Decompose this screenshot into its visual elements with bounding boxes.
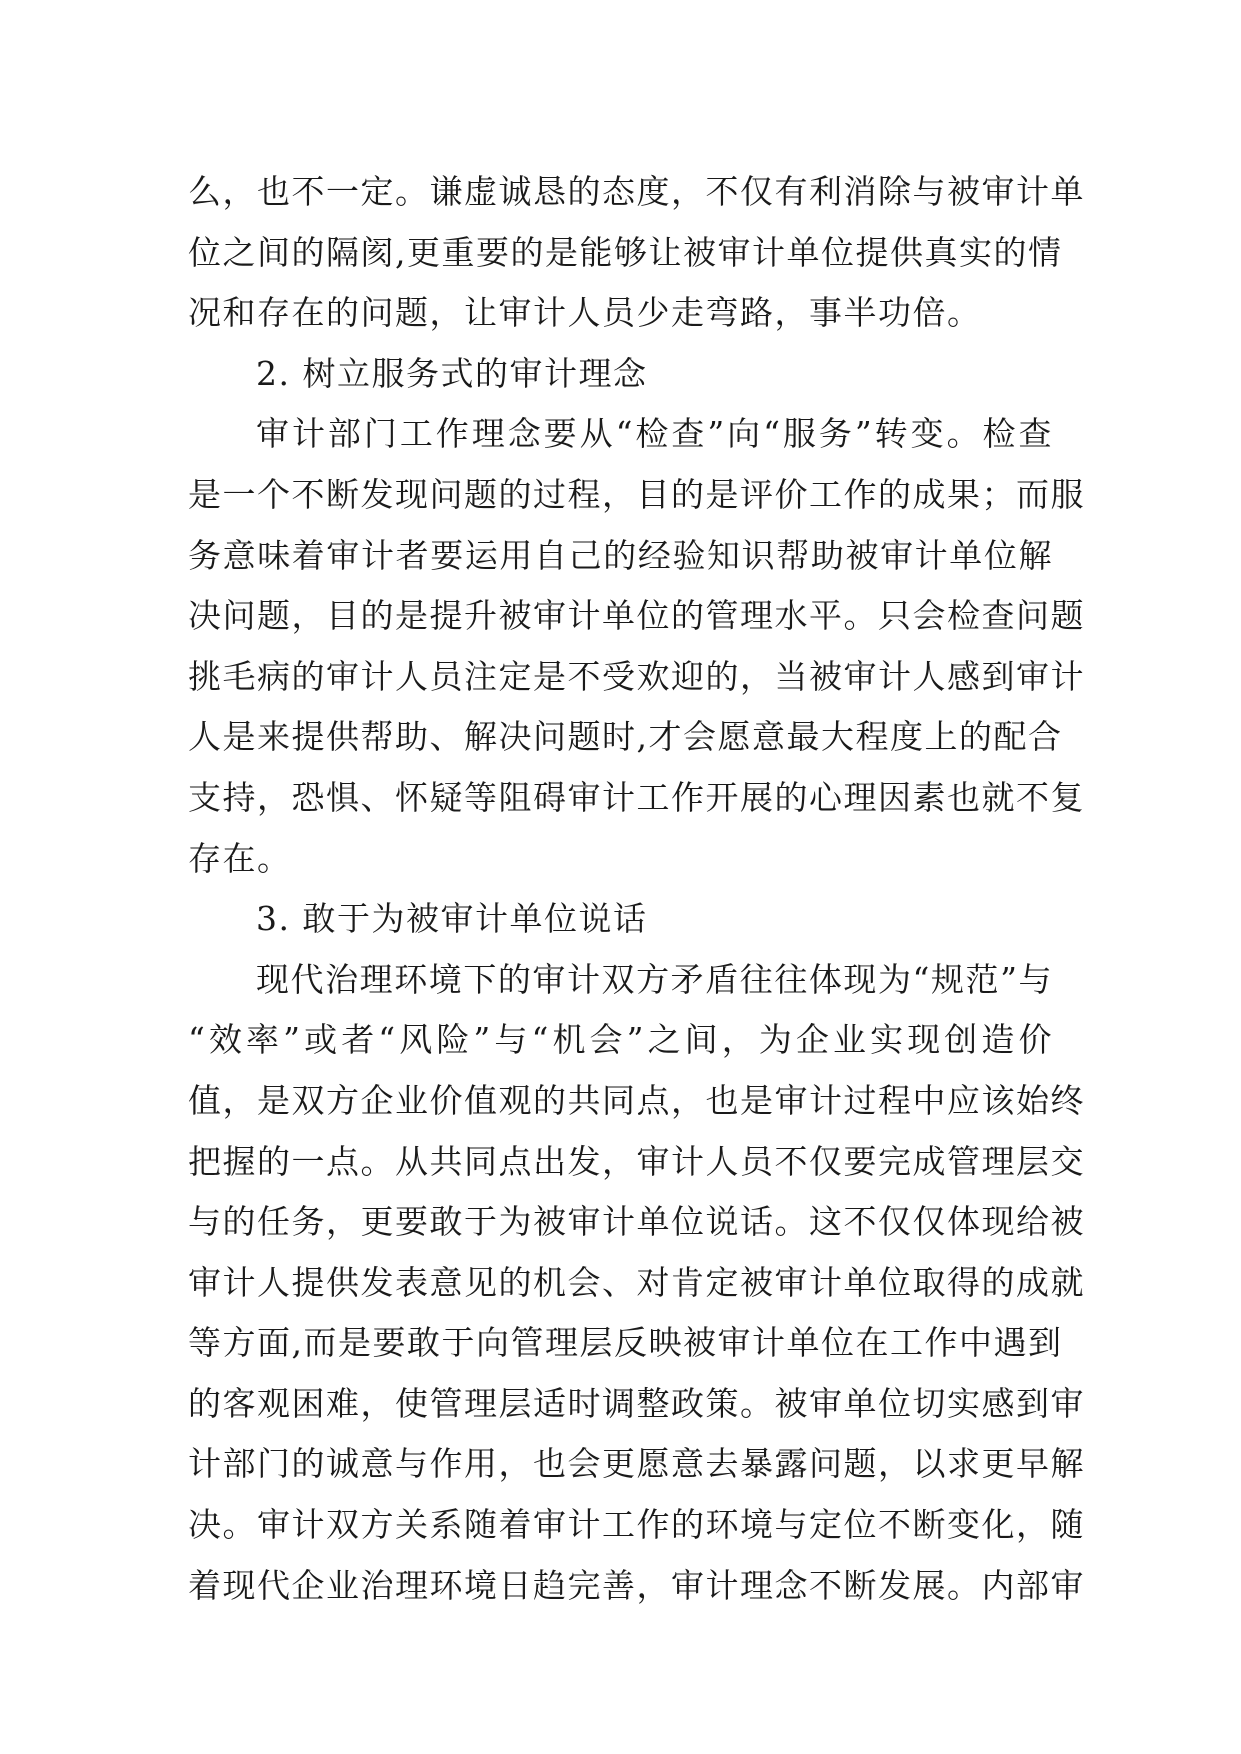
text-line: 的客观困难，使管理层适时调整政策。被审单位切实感到审 — [188, 1383, 1085, 1423]
text-line: 现代治理环境下的审计双方矛盾往往体现为“规范”与 — [256, 959, 1053, 999]
text-line: 把握的一点。从共同点出发，审计人员不仅要完成管理层交 — [188, 1141, 1085, 1181]
text-line: 计部门的诚意与作用，也会更愿意去暴露问题，以求更早解 — [188, 1444, 1085, 1484]
section-heading: 2. 树立服务式的审计理念 — [256, 353, 648, 393]
text-line: 着现代企业治理环境日趋完善，审计理念不断发展。内部审 — [188, 1565, 1085, 1605]
text-line: 么，也不一定。谦虚诚恳的态度，不仅有利消除与被审计单 — [188, 172, 1085, 211]
text-line: 支持，恐惧、怀疑等阻碍审计工作开展的心理因素也就不复 — [188, 777, 1085, 817]
text-line: 务意味着审计者要运用自己的经验知识帮助被审计单位解 — [188, 535, 1053, 575]
text-line: 人是来提供帮助、解决问题时,才会愿意最大程度上的配合 — [188, 717, 1063, 757]
text-line: 挑毛病的审计人员注定是不受欢迎的，当被审计人感到审计 — [188, 656, 1085, 696]
text-line: 况和存在的问题，让审计人员少走弯路，事半功倍。 — [188, 293, 982, 333]
text-line: “效率”或者“风险”与“机会”之间，为企业实现创造价 — [188, 1020, 1053, 1060]
text-line: 是一个不断发现问题的过程，目的是评价工作的成果；而服 — [188, 474, 1085, 514]
text-line: 决问题，目的是提升被审计单位的管理水平。只会检查问题 — [188, 596, 1085, 636]
text-line: 决。审计双方关系随着审计工作的环境与定位不断变化，随 — [188, 1505, 1085, 1545]
text-line: 存在。 — [188, 838, 292, 878]
document-body — [188, 162, 1085, 1616]
text-line: 值，是双方企业价值观的共同点，也是审计过程中应该始终 — [188, 1080, 1085, 1120]
text-line: 位之间的隔阂,更重要的是能够让被审计单位提供真实的情 — [188, 232, 1063, 272]
text-line: 等方面,而是要敢于向管理层反映被审计单位在工作中遇到 — [188, 1323, 1063, 1363]
text-line: 审计部门工作理念要从“检查”向“服务”转变。检查 — [256, 414, 1053, 454]
section-heading: 3. 敢于为被审计单位说话 — [256, 899, 648, 939]
text-line: 审计人提供发表意见的机会、对肯定被审计单位取得的成就 — [188, 1262, 1085, 1302]
text-line: 与的任务，更要敢于为被审计单位说话。这不仅仅体现给被 — [188, 1202, 1085, 1242]
